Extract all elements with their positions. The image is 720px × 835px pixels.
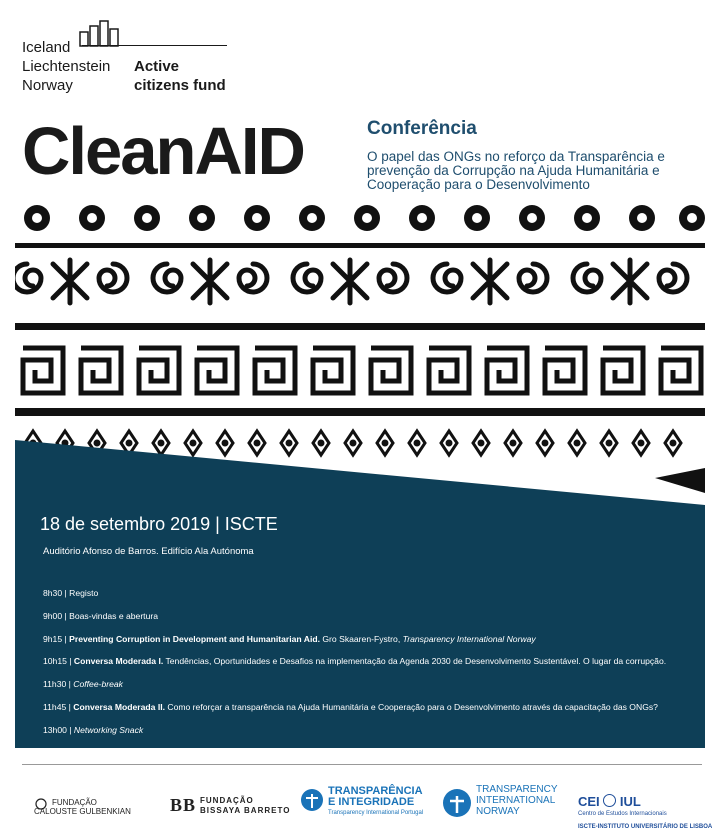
ti-line2: E INTEGRIDADE — [328, 796, 415, 808]
bissaya-logo — [170, 796, 290, 816]
funder-countries — [22, 38, 110, 95]
country-norway: Norway — [22, 77, 73, 94]
bissaya-line1: FUNDAÇÃO — [200, 796, 254, 805]
agenda-list — [43, 586, 693, 746]
meander-row — [23, 348, 701, 393]
fund-name — [134, 57, 226, 95]
cei-line4: ISCTE-INSTITUTO UNIVERSITÁRIO DE LISBOA — [578, 824, 713, 830]
agenda-item: 10h15 | Conversa Moderada I. Tendências, Oportunidades e Desafios na implementação da Agenda 2030 de Desenvolvimento Sustentável. O lugar da corrupção. — [43, 656, 667, 667]
agenda-item: 8h30 | Registo — [43, 588, 99, 598]
gulbenkian-line1: FUNDAÇÃO — [52, 798, 97, 807]
cei-line3: Centro de Estudos Internacionais — [578, 811, 667, 817]
brand-title: CleanAID — [22, 114, 304, 189]
partner-logos — [0, 778, 720, 828]
country-iceland: Iceland — [22, 39, 71, 56]
fund-name-line2: citizens fund — [134, 77, 226, 94]
tin-line3: NORWAY — [476, 806, 520, 817]
bissaya-icon — [170, 796, 196, 814]
tin-line1: TRANSPARENCY — [476, 784, 558, 795]
ti-norway-logo — [442, 784, 558, 817]
globe-icon — [603, 794, 616, 807]
gulbenkian-logo — [34, 798, 131, 816]
fund-name-line1: Active — [134, 58, 180, 75]
ti-line3: Transparency International Portugal — [328, 810, 424, 816]
cei-iul-logo — [578, 794, 712, 834]
ti-line1: TRANSPARÊNCIA — [328, 785, 423, 797]
agenda-item: 11h30 | Coffee-break — [43, 679, 123, 690]
footer-divider — [22, 764, 702, 765]
bissaya-line2: BISSAYA BARRETO — [200, 806, 291, 815]
event-date: 18 de setembro 2019 | ISCTE — [40, 514, 278, 534]
tin-line2: INTERNATIONAL — [476, 795, 556, 806]
cei-label: CEI — [578, 794, 600, 809]
cei-wordmark — [578, 794, 712, 808]
svg-text:BB: BB — [170, 796, 196, 814]
circle-row — [24, 205, 705, 231]
funder-logo — [22, 20, 232, 100]
spiral-figure-row — [15, 260, 687, 303]
event-venue: Auditório Afonso de Barros. Edifício Ala Autónoma — [43, 546, 254, 557]
gulbenkian-icon — [34, 798, 48, 810]
conference-label: Conferência — [367, 118, 477, 139]
globe-icon — [442, 788, 472, 818]
agenda-item: 13h00 | Networking Snack — [43, 724, 144, 735]
gulbenkian-line2: CALOUSTE GULBENKIAN — [34, 807, 131, 816]
agenda-item: 9h00 | Boas-vindas e abertura — [43, 610, 158, 621]
iul-label: IUL — [619, 794, 641, 809]
agenda-item: 9h15 | Preventing Corruption in Development and Humanitarian Aid. Gro Skaaren-Fystro, Transparency International Norway — [43, 633, 536, 644]
country-liechtenstein: Liechtenstein — [22, 58, 111, 75]
ti-portugal-logo — [300, 786, 423, 819]
conference-subtitle: O papel das ONGs no reforço da Transparência e prevenção da Corrupção na Ajuda Humanitária e Cooperação para o Desenvolvimento — [367, 149, 665, 192]
globe-icon — [300, 788, 324, 812]
agenda-item: 11h45 | Conversa Moderada II. Como reforçar a transparência na Ajuda Humanitária e Cooperação para o Desenvolvimento através da capacitação das ONGs? — [43, 701, 658, 712]
